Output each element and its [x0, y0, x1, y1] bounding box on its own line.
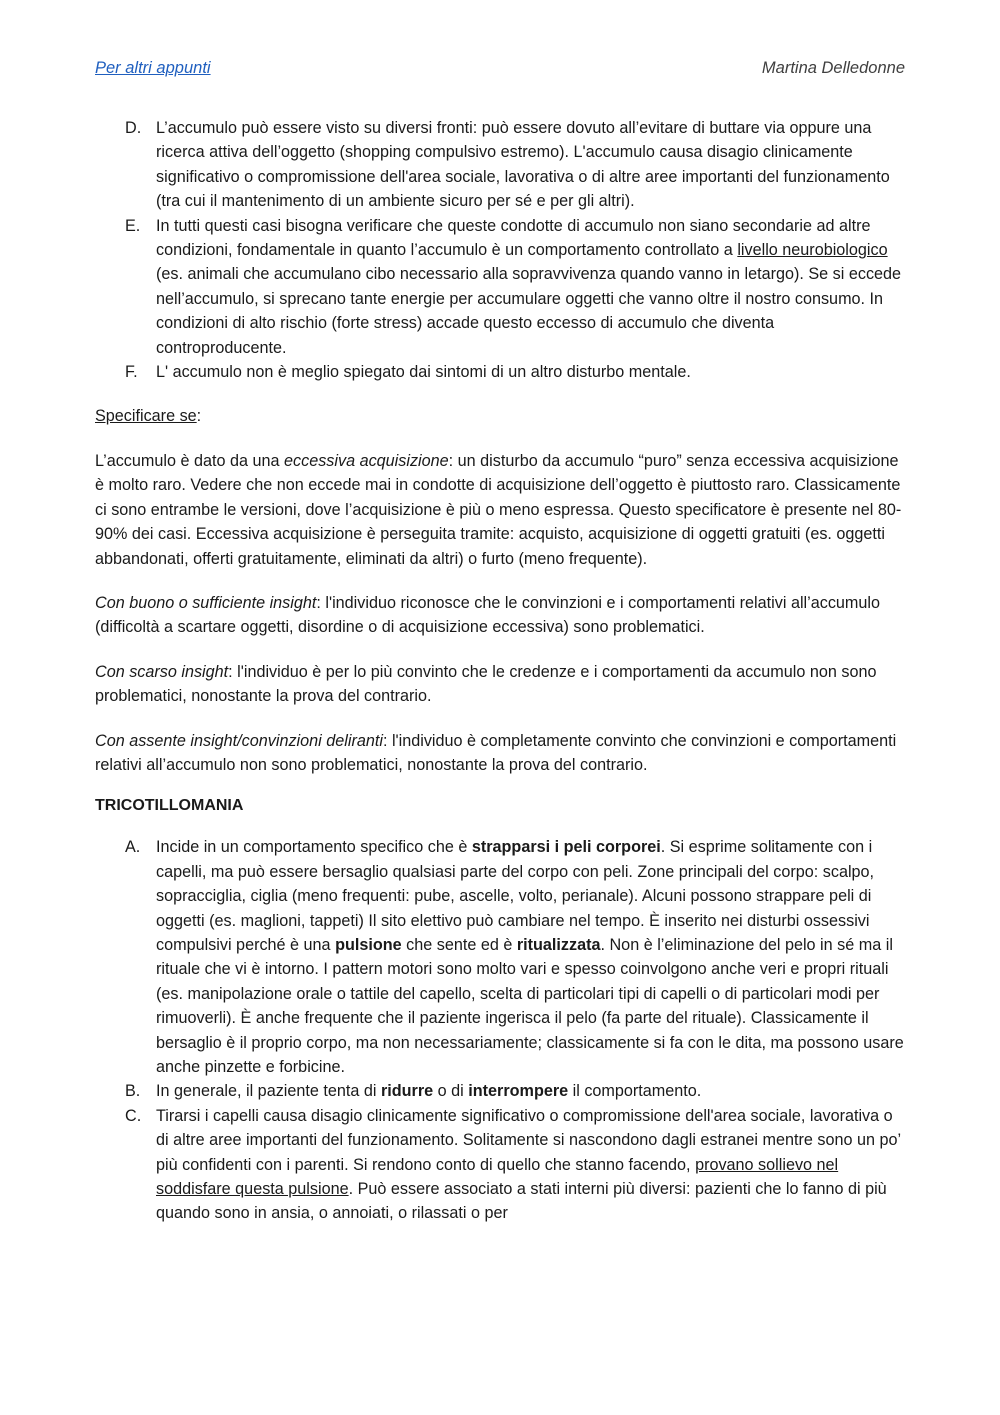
paragraph-scarso-insight [95, 660, 905, 709]
list-item [95, 1104, 905, 1226]
list-item-text: L' accumulo non è meglio spiegato dai sintomi di un altro disturbo mentale. [156, 363, 691, 382]
list-item [95, 360, 905, 384]
bold-text: pulsione [335, 935, 402, 954]
list-item [95, 1079, 905, 1103]
list-item-text: o di [433, 1082, 469, 1101]
paragraph-text: : l'individuo è completamente convinto che convinzioni e comportamenti relativi all’accumulo non sono problematici, nonostante la prova del contrario. [95, 731, 897, 774]
paragraph-text: : l'individuo è per lo più convinto che le credenze e i comportamenti da accumulo non sono problematici, nonostante la prova del contrario. [95, 662, 877, 706]
list-item-text: (es. animali che accumulano cibo necessario alla sopravvivenza quando vanno in letargo). Se si eccede nell’accumulo, si sprecano tante energie per accumulare oggetti che vanno oltre il nostro consumo. In condizioni di alto rischio (forte stress) accade questo eccesso di accumulo che diventa controproducente. [156, 265, 902, 357]
paragraph-text: : l'individuo riconosce che le convinzioni e i comportamenti relativi all’accumulo (difficoltà a scartare oggetti, disordine o di acquisizione eccessiva) sono problematici. [95, 593, 881, 637]
list-item [95, 116, 905, 214]
criteria-list-tricotillomania [95, 835, 905, 1226]
list-item-text: . Si esprime solitamente con i capelli, ma può essere bersaglio qualsiasi parte del corpo con peli. Zone principali del corpo: scalpo, sopracciglia, ciglia (meno frequenti: pube, ascelle, volto, perianale). Alcuni possono strappare peli di oggetti (es. maglioni, tappeti) Il sito elettivo può cambiare nel tempo. È inserito nei disturbi ossessivi compulsivi perché è una [156, 838, 875, 954]
emphasis-text: Con buono o sufficiente insight [95, 593, 317, 612]
specify-line [95, 404, 905, 428]
paragraph-assente-insight [95, 729, 905, 778]
list-marker: E. [125, 216, 141, 235]
emphasis-text: eccessiva acquisizione [284, 451, 449, 470]
criteria-list-accumulo [95, 116, 905, 384]
list-item-text: In tutti questi casi bisogna verificare che queste condotte di accumulo non siano secondarie ad altre condizioni, fondamentale in quanto l’accumulo è un comportamento controllato a [156, 216, 871, 260]
emphasis-text: Con scarso insight [95, 662, 229, 681]
bold-text: interrompere [468, 1082, 569, 1101]
list-item-text: . Può essere associato a stati interni più diversi: pazienti che lo fanno di più quando sono in ansia, o annoiati, o rilassati o per [156, 1180, 887, 1223]
paragraph-text: L’accumulo è dato da una [95, 451, 284, 470]
list-marker: F. [125, 363, 138, 382]
list-item-text: L’accumulo può essere visto su diversi fronti: può essere dovuto all’evitare di buttare via oppure una ricerca attiva dell’oggetto (shopping compulsivo estremo). L'accumulo causa disagio clinicamente significativo o compromissione dell'area sociale, lavorativa o di altre aree importanti del funzionamento (tra cui il mantenimento di un ambiente sicuro per sé e per gli altri). [156, 119, 890, 211]
bold-text: ridurre [380, 1082, 434, 1101]
list-item-text: . Non è l’eliminazione del pelo in sé ma il rituale che vi è intorno. I pattern motori sono molto vari e spesso coinvolgono anche veri e propri rituali (es. manipolazione orale o tattile del capello, scelta di particolari tipi di capelli o di particolari modi per rimuoverli). È anche frequente che il paziente ingerisca il pelo (fa parte del rituale). Classicamente il bersaglio è il proprio corpo, ma non necessariamente; classicamente si fa con le dita, ma possono usare anche pinzette e forbicine. [156, 935, 904, 1076]
list-item-text: Incide in un comportamento specifico che è [156, 838, 472, 857]
paragraph-acquisizione [95, 449, 905, 571]
specify-label: Specificare se [95, 407, 197, 426]
list-marker: C. [125, 1106, 142, 1125]
list-item-text: il comportamento. [568, 1082, 702, 1101]
list-item-text: In generale, il paziente tenta di [156, 1082, 381, 1101]
list-marker: A. [125, 838, 141, 857]
bold-text: ritualizzata [516, 935, 601, 954]
underlined-text: provano sollievo nel soddisfare questa pulsione [156, 1155, 839, 1199]
bold-text: strapparsi i peli corporei [471, 838, 661, 857]
list-item-text: che sente ed è [401, 935, 517, 954]
page-header [95, 59, 905, 78]
author-name: Martina Delledonne [761, 59, 905, 77]
specify-colon: : [196, 407, 202, 426]
paragraph-buono-insight [95, 591, 905, 640]
underlined-text: livello neurobiologico [737, 241, 888, 260]
emphasis-text: Con assente insight/convinzioni deliranti [95, 731, 383, 750]
list-marker: D. [125, 119, 142, 137]
list-marker: B. [125, 1082, 141, 1101]
list-item [95, 214, 905, 360]
list-item-text: Tirarsi i capelli causa disagio clinicamente significativo o compromissione dell'area sociale, lavorativa o di altre aree importanti del funzionamento. Solitamente si nascondono dagli estranei mentre sono un po’ più confidenti con i parenti. Si rendono conto di quello che stanno facendo, [156, 1106, 901, 1174]
list-item [95, 835, 905, 1079]
paragraph-text: : un disturbo da accumulo “puro” senza eccessiva acquisizione è molto raro. Vedere che non eccede mai in condotte di acquisizione dell’oggetto è piuttosto raro. Classicamente ci sono entrambe le versioni, dove l’acquisizione è più o meno espressa. Questo specificatore è presente nel 80-90% dei casi. Eccessiva acquisizione è perseguita tramite: acquisto, acquisizione di oggetti gratuiti (es. oggetti abbandonati, offerti gratuitamente, eliminati da altri) o furto (meno frequente). [95, 451, 902, 568]
other-notes-link[interactable]: Per altri appunti [95, 59, 211, 77]
section-title: TRICOTILLOMANIA [95, 797, 244, 815]
